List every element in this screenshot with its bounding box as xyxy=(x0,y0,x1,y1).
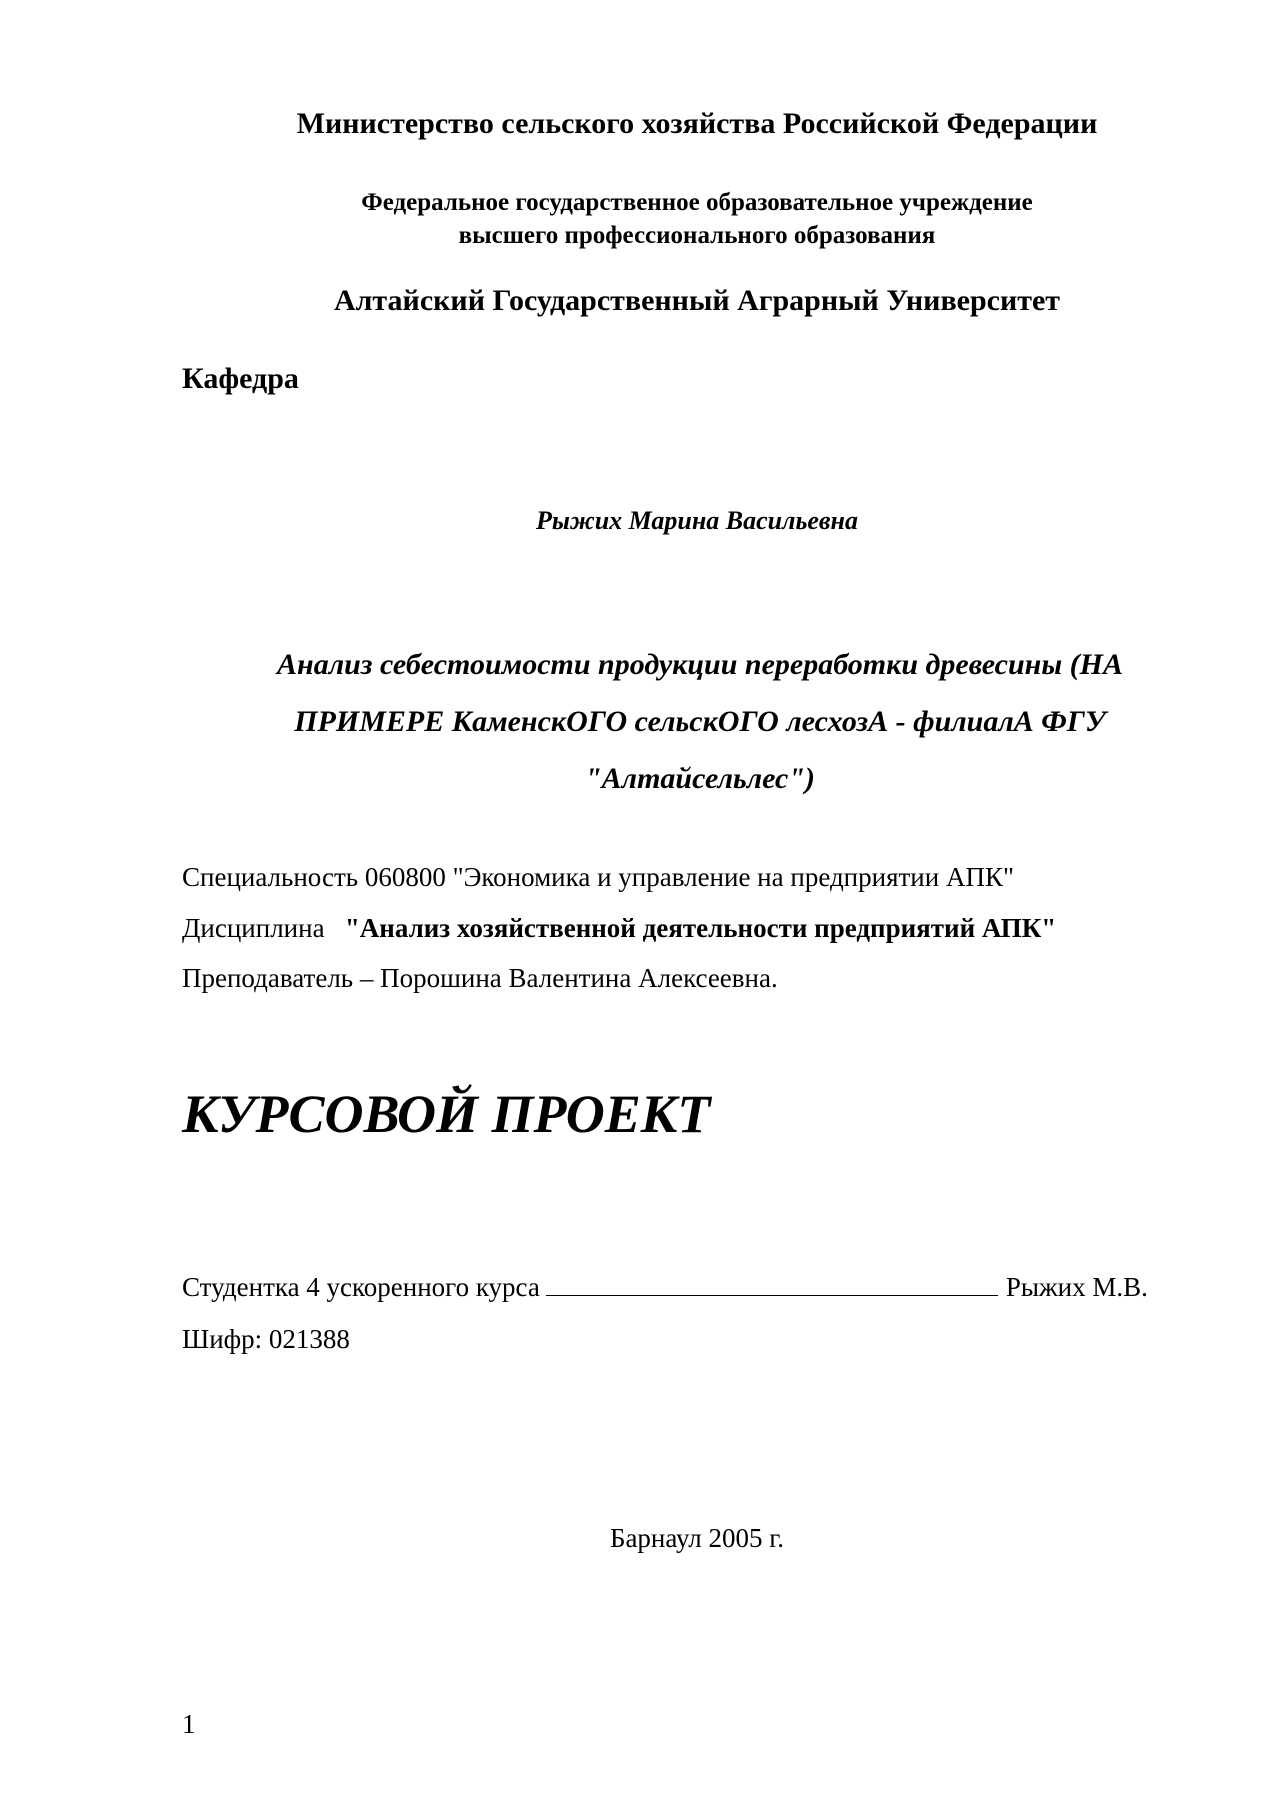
project-theme xyxy=(182,636,1218,807)
discipline-value: "Анализ хозяйственной деятельности предприятий АПК" xyxy=(344,913,1057,943)
specialty-line: Специальность 060800 "Экономика и управление на предприятии АПК" xyxy=(182,862,1014,892)
student-label: Студентка 4 ускоренного курса xyxy=(182,1272,540,1302)
institution-description xyxy=(237,186,1157,252)
institution-line-2: высшего профессионального образования xyxy=(458,222,936,249)
page-number: 1 xyxy=(182,1709,196,1739)
ministry-title: Министерство сельского хозяйства Российской Федерации xyxy=(296,107,1098,140)
student-signature-name: Рыжих М.В. xyxy=(1005,1272,1148,1302)
theme-line-2: ПРИМЕРЕ КаменскОГО сельскОГО лесхозА - филиалА ФГУ xyxy=(294,705,1106,738)
discipline-label: Дисциплина xyxy=(182,913,325,943)
theme-line-3: "Алтайсельлес") xyxy=(585,762,815,795)
teacher-line: Преподаватель – Порошина Валентина Алексеевна. xyxy=(182,963,778,993)
discipline-line xyxy=(182,913,1056,944)
student-cipher: Шифр: 021388 xyxy=(182,1324,350,1354)
theme-line-1: Анализ себестоимости продукции переработки древесины (НА xyxy=(277,648,1123,681)
signature-blank xyxy=(546,1273,998,1296)
author-name: Рыжих Марина Васильевна xyxy=(536,506,858,535)
project-type-heading: КУРСОВОЙ ПРОЕКТ xyxy=(182,1084,711,1144)
city-year: Барнаул 2005 г. xyxy=(609,1523,785,1553)
department-label: Кафедра xyxy=(182,362,299,395)
student-line xyxy=(182,1272,1148,1303)
institution-line-1: Федеральное государственное образовательное учреждение xyxy=(361,189,1033,216)
university-name: Алтайский Государственный Аграрный Университет xyxy=(333,284,1061,317)
